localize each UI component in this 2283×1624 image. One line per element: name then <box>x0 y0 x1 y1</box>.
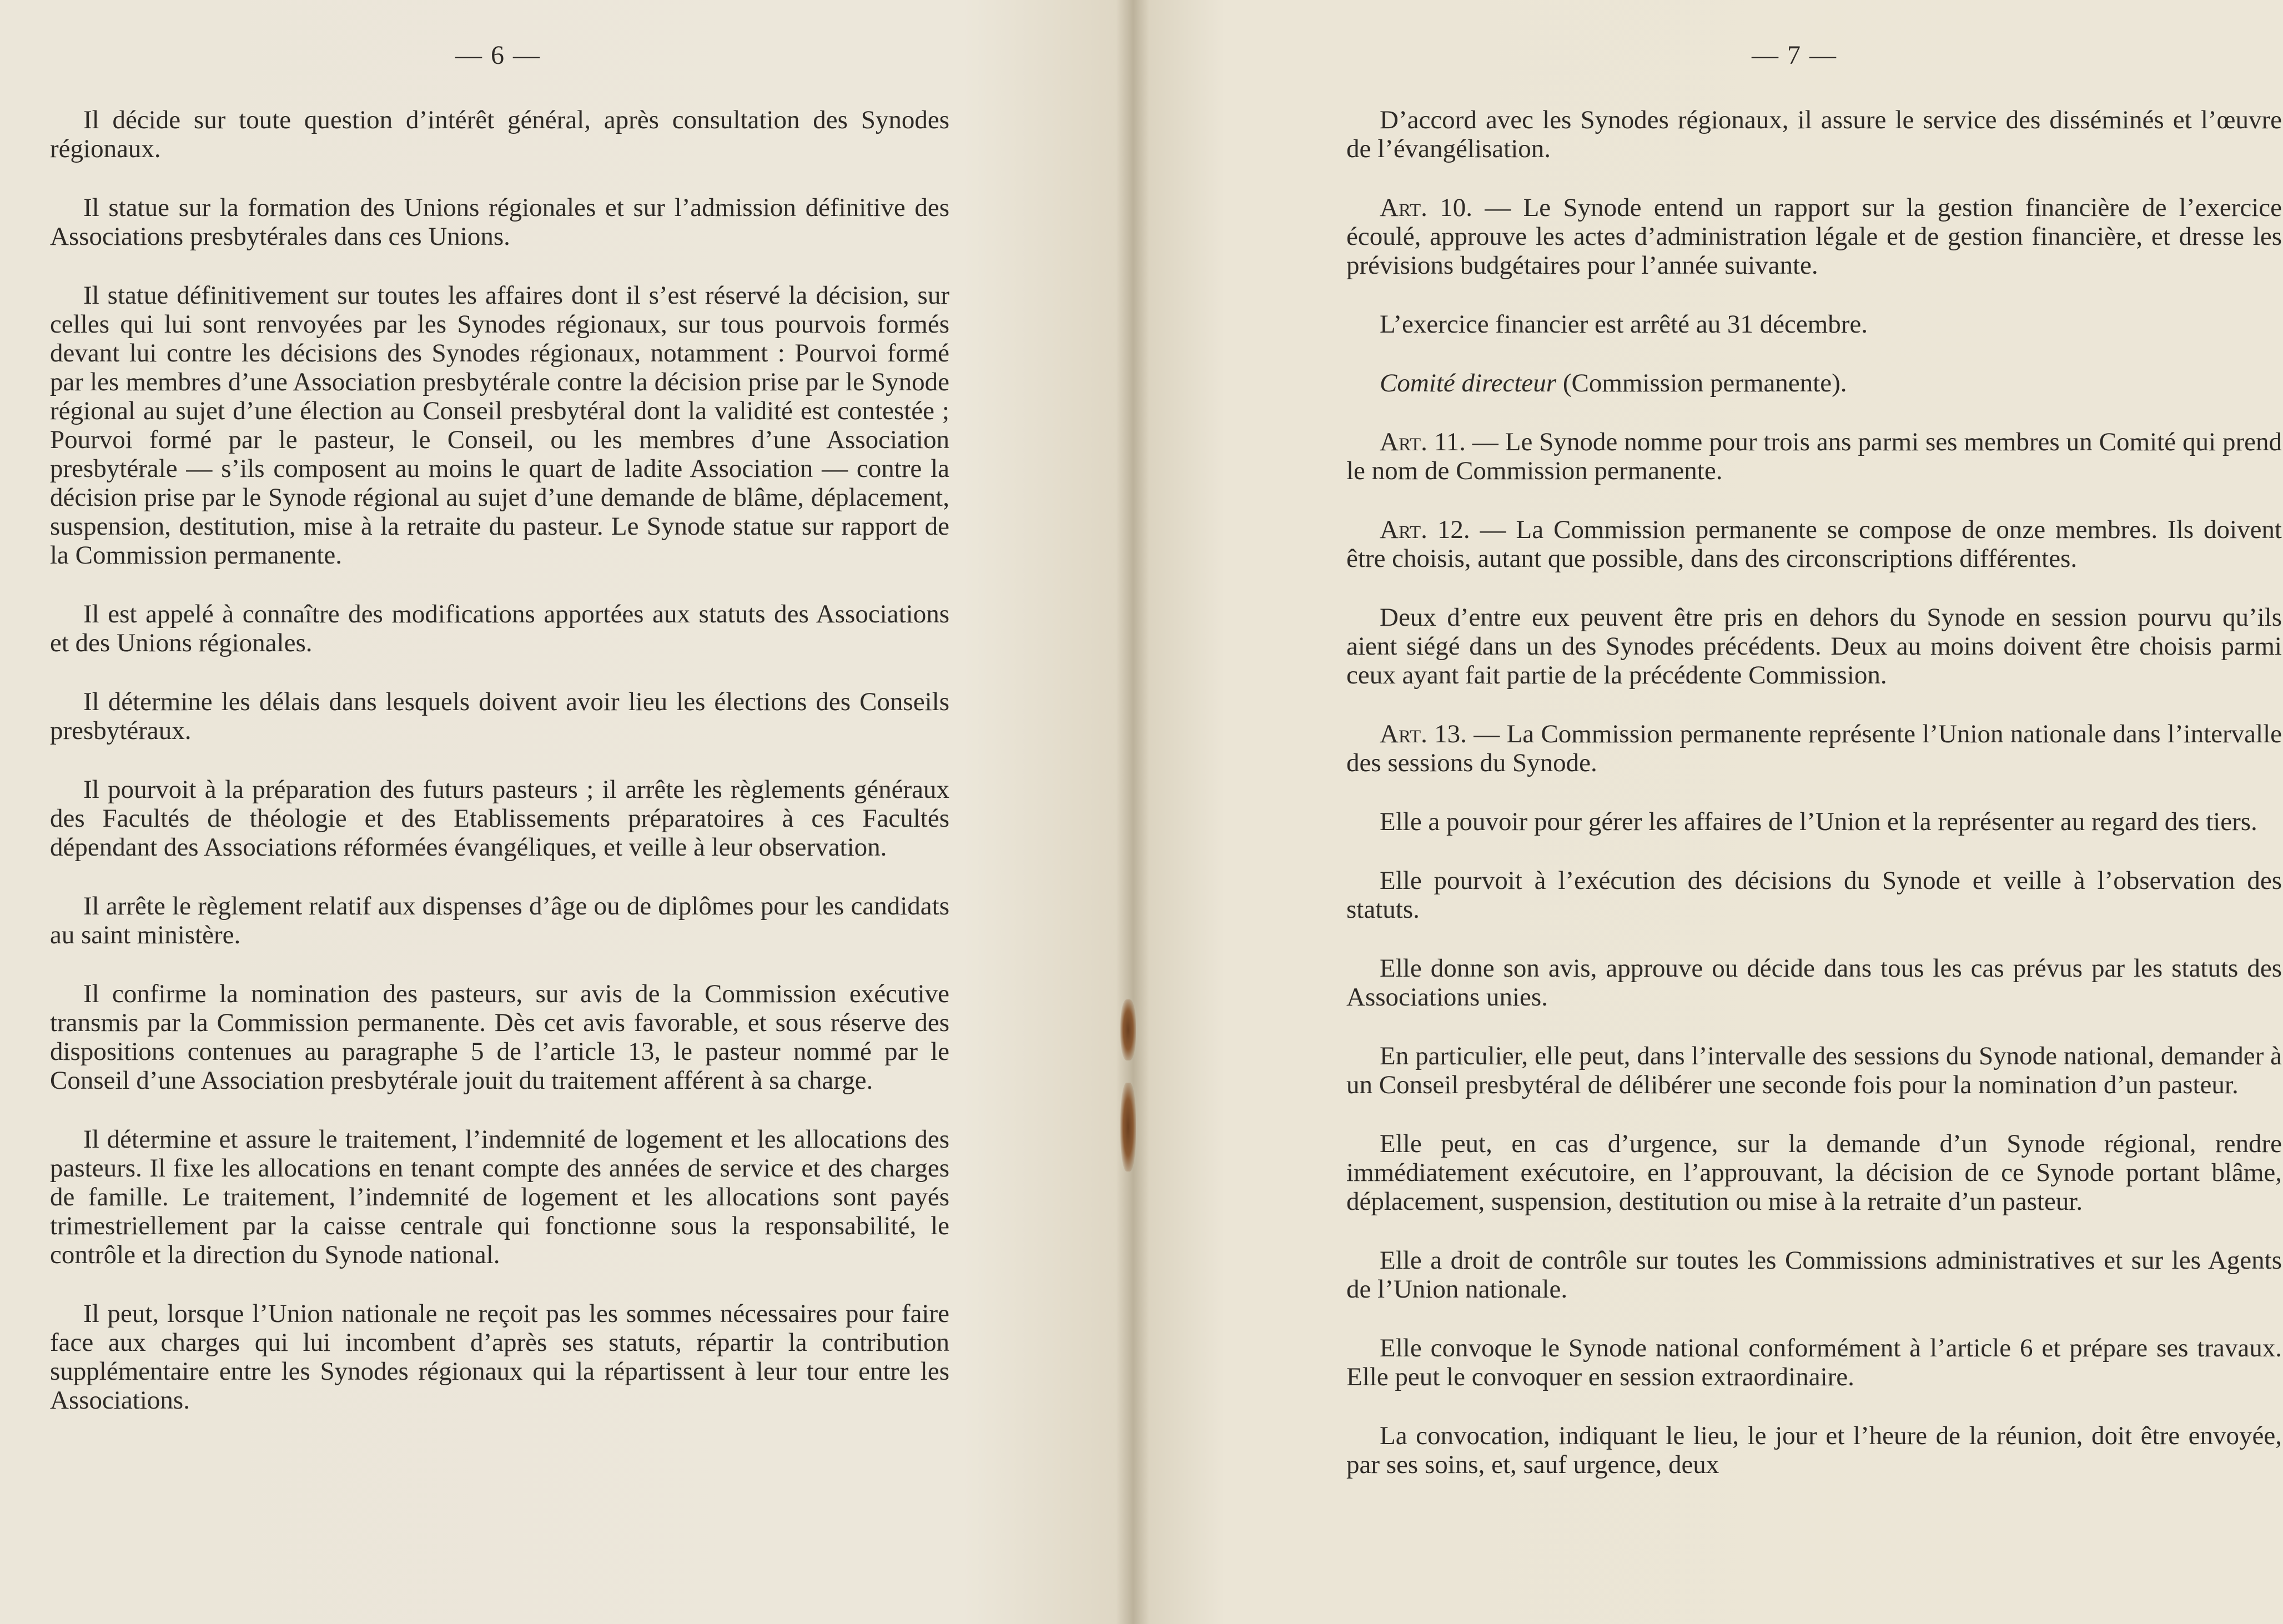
paragraph: Il pourvoit à la préparation des futurs pasteurs ; il arrête les règlements généraux des Facultés de théologie et des Etablissements préparatoires à ces Facultés dépendant des Associations réformées évangéliques, et veille à leur observation. <box>50 775 949 862</box>
staple-rust-stain <box>1120 1083 1136 1172</box>
paragraph: Elle donne son avis, approuve ou décide dans tous les cas prévus par les statuts des Associations unies. <box>1346 954 2282 1012</box>
article-label: Art. 13. <box>1380 720 1467 748</box>
article-text: — La Commission permanente se compose de onze membres. Ils doivent être choisis, autant que possible, dans des circonscriptions différentes. <box>1346 515 2282 573</box>
right-page <box>1133 0 2283 1624</box>
paragraph: Elle a droit de contrôle sur toutes les Commissions administratives et sur les Agents de l’Union nationale. <box>1346 1246 2282 1304</box>
article-text: — La Commission permanente représente l’Union nationale dans l’intervalle des sessions du Synode. <box>1346 720 2282 777</box>
paragraph: En particulier, elle peut, dans l’intervalle des sessions du Synode national, demander à un Conseil presbytéral de délibérer une seconde fois pour la nomination d’un pasteur. <box>1346 1042 2282 1099</box>
article-11 <box>1346 428 2282 485</box>
article-text: — Le Synode entend un rapport sur la gestion financière de l’exercice écoulé, approuve les actes d’administration légale et de gestion financière, et dresse les prévisions budgétaires pour l’année suivante. <box>1346 193 2282 280</box>
article-text: — Le Synode nomme pour trois ans parmi ses membres un Comité qui prend le nom de Commission permanente. <box>1346 428 2282 485</box>
paragraph: Elle peut, en cas d’urgence, sur la demande d’un Synode régional, rendre immédiatement exécutoire, en l’approuvant, la décision de ce Synode portant blâme, déplacement, suspension, destitution ou mise à la retraite d’un pasteur. <box>1346 1129 2282 1216</box>
section-heading-rest: (Commission permanente). <box>1556 369 1847 398</box>
paragraph: Elle convoque le Synode national conformément à l’article 6 et prépare ses travaux. Elle peut le convoquer en session extraordinaire. <box>1346 1334 2282 1391</box>
paragraph: Il peut, lorsque l’Union nationale ne reçoit pas les sommes nécessaires pour faire face aux charges qui lui incombent d’après ses statuts, répartir la contribution supplémentaire entre les Synodes régionaux qui la répartissent à leur tour entre les Associations. <box>50 1299 949 1415</box>
paragraph: Il statue sur la formation des Unions régionales et sur l’admission définitive des Associations presbytérales dans ces Unions. <box>50 193 949 251</box>
paragraph: Il détermine les délais dans lesquels doivent avoir lieu les élections des Conseils presbytéraux. <box>50 687 949 745</box>
paragraph: D’accord avec les Synodes régionaux, il assure le service des disséminés et l’œuvre de l’évangélisation. <box>1346 105 2282 163</box>
page-number-right: — 7 — <box>1752 41 1837 70</box>
paragraph: La convocation, indiquant le lieu, le jour et l’heure de la réunion, doit être envoyée, par ses soins, et, sauf urgence, deux <box>1346 1421 2282 1479</box>
article-label: Art. 12. <box>1380 515 1470 544</box>
article-10 <box>1346 193 2282 280</box>
paragraph: Il est appelé à connaître des modifications apportées aux statuts des Associations et des Unions régionales. <box>50 600 949 657</box>
article-label: Art. 11. <box>1380 428 1466 456</box>
paragraph: Elle pourvoit à l’exécution des décisions du Synode et veille à l’observation des statuts. <box>1346 866 2282 924</box>
paragraph: Il arrête le règlement relatif aux dispenses d’âge ou de diplômes pour les candidats au saint ministère. <box>50 892 949 949</box>
article-13 <box>1346 720 2282 777</box>
article-label: Art. 10. <box>1380 193 1472 222</box>
right-text-column <box>1346 105 2282 1509</box>
article-12 <box>1346 515 2282 573</box>
staple-rust-stain <box>1120 999 1136 1060</box>
book-gutter <box>1116 0 1149 1624</box>
paragraph: Il détermine et assure le traitement, l’indemnité de logement et les allocations des pasteurs. Il fixe les allocations en tenant compte des années de service et des charges de famille. Le traitement, l’indemnité de logement et les allocations sont payés trimestriellement par la caisse centrale qui fonctionne sous la responsabilité, le contrôle et la direction du Synode national. <box>50 1125 949 1269</box>
paragraph: Il statue définitivement sur toutes les affaires dont il s’est réservé la décision, sur celles qui lui sont renvoyées par les Synodes régionaux, sur tous pourvois formés devant lui contre les décisions des Synodes régionaux, notamment : Pourvoi formé par les membres d’une Association presbytérale contre la décision prise par le Synode régional au sujet d’une élection au Conseil presbytéral dont la validité est contestée ; Pourvoi formé par le pasteur, le Conseil, ou les membres d’une Association presbytérale — s’ils composent au moins le quart de ladite Association — contre la décision prise par le Synode régional au sujet d’une demande de blâme, déplacement, suspension, destitution, mise à la retraite du pasteur. Le Synode statue sur rapport de la Commission permanente. <box>50 281 949 570</box>
section-heading <box>1346 369 2282 398</box>
left-page <box>0 0 1133 1624</box>
paragraph: Il confirme la nomination des pasteurs, sur avis de la Commission exécutive transmis par la Commission permanente. Dès cet avis favorable, et sous réserve des dispositions contenues au paragraphe 5 de l’article 13, le pasteur nommé par le Conseil d’une Association presbytérale jouit du traitement afférent à sa charge. <box>50 979 949 1095</box>
left-text-column <box>50 105 949 1445</box>
paragraph: Elle a pouvoir pour gérer les affaires de l’Union et la représenter au regard des tiers. <box>1380 807 2257 836</box>
paragraph: Deux d’entre eux peuvent être pris en dehors du Synode en session pourvu qu’ils aient siégé dans un des Synodes précédents. Deux au moins doivent être choisis parmi ceux ayant fait partie de la précédente Commission. <box>1346 603 2282 690</box>
page-number-left: — 6 — <box>455 41 541 70</box>
section-heading-italic: Comité directeur <box>1380 369 1557 398</box>
paragraph: Il décide sur toute question d’intérêt général, après consultation des Synodes régionaux. <box>50 105 949 163</box>
paragraph: L’exercice financier est arrêté au 31 décembre. <box>1380 310 1868 339</box>
